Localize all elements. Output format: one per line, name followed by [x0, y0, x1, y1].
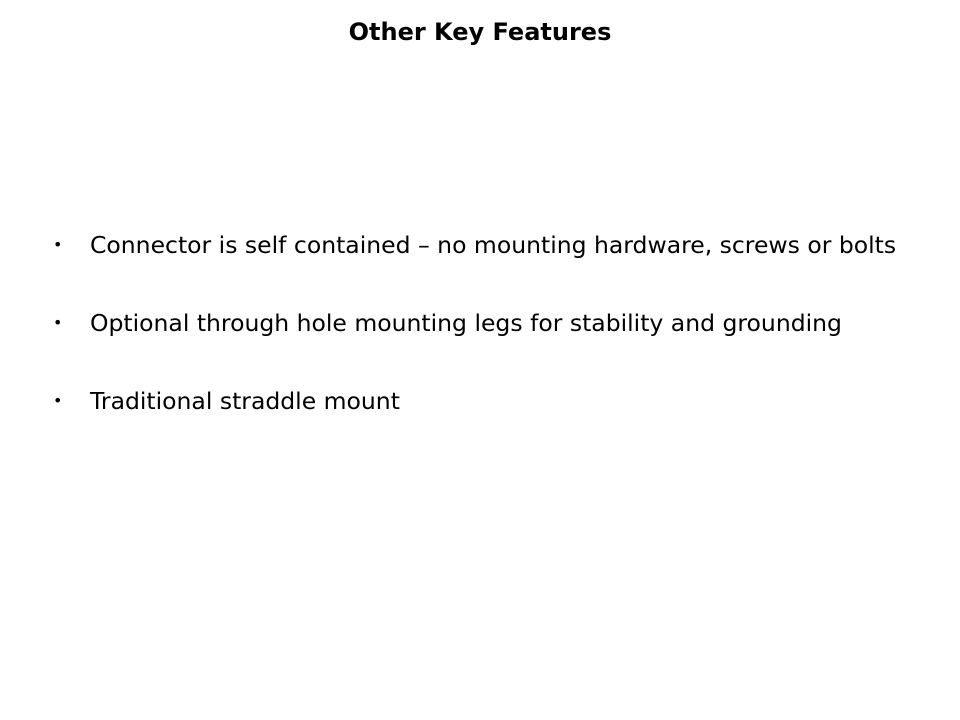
bullet-text: Connector is self contained – no mounting hardware, screws or bolts: [90, 231, 897, 259]
slide-title: Other Key Features: [348, 18, 612, 46]
bullet-marker-icon: •: [53, 235, 63, 254]
bullet-marker-icon: •: [53, 313, 63, 332]
bullet-item: [50, 229, 910, 261]
bullet-list: [50, 229, 910, 417]
bullet-item: [50, 385, 910, 417]
bullet-text: Optional through hole mounting legs for stability and grounding: [90, 309, 842, 337]
bullet-item: [50, 307, 910, 339]
bullet-marker-icon: •: [53, 391, 63, 410]
bullet-text: Traditional straddle mount: [90, 387, 400, 415]
